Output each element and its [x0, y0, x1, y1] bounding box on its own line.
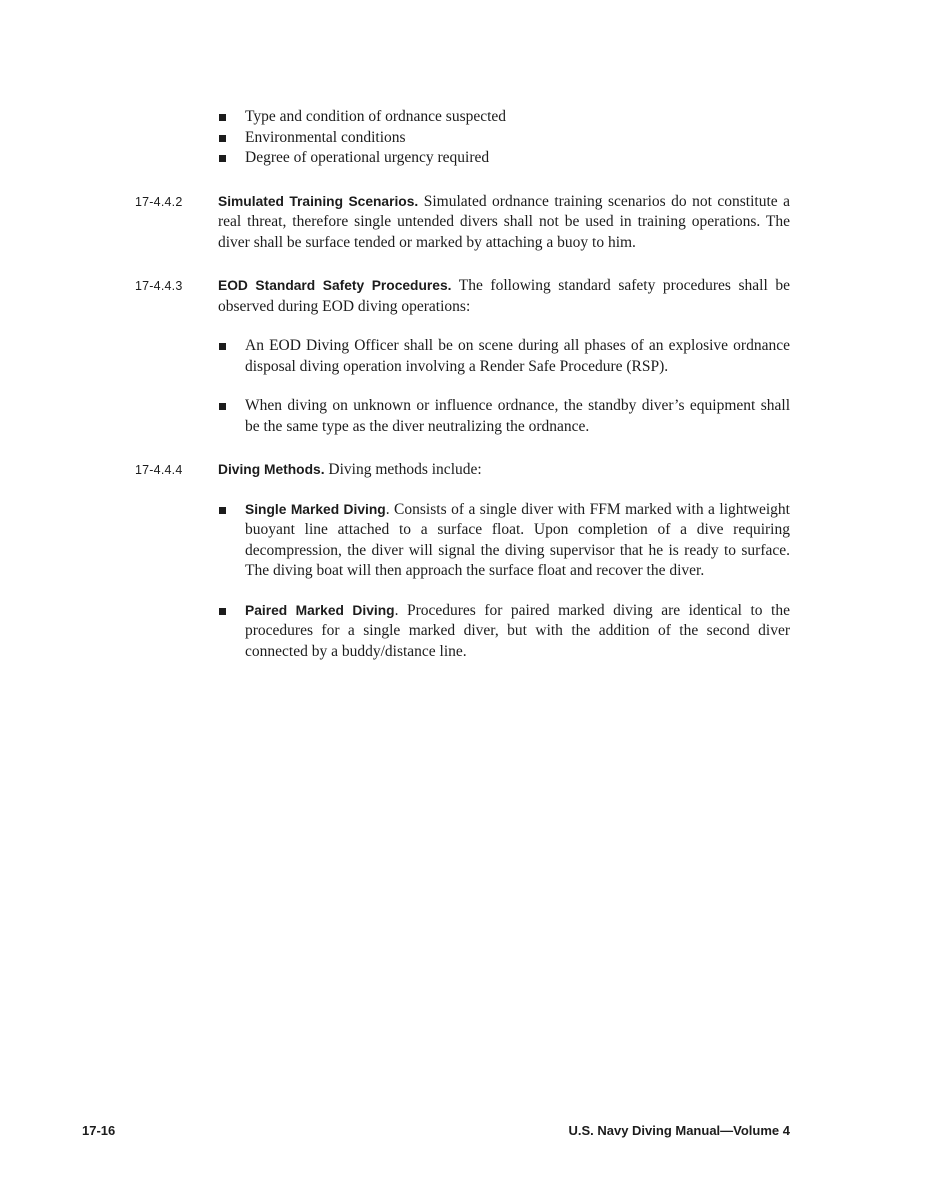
list-item-text: An EOD Diving Officer shall be on scene during all phases of an explosive ordnance disposal diving operation involving a Render Safe Procedure (RSP). — [245, 337, 790, 375]
section-text: Diving methods include: — [328, 461, 482, 478]
list-item-lead: Single Marked Diving — [245, 501, 386, 517]
square-bullet-icon — [219, 403, 226, 410]
section-heading: Simulated Training Scenarios. — [218, 193, 419, 209]
page-content — [135, 107, 790, 662]
square-bullet-icon — [219, 608, 226, 615]
square-bullet-icon — [219, 135, 226, 142]
page-footer — [0, 1123, 926, 1143]
list-item — [218, 336, 790, 377]
list-item-text: Degree of operational urgency required — [245, 149, 490, 166]
list-item-text: Environmental conditions — [245, 128, 406, 146]
list-item — [218, 107, 790, 128]
section-17-4-4-3 — [135, 276, 790, 437]
section-17-4-4-4 — [135, 460, 790, 662]
page-number: 17-16 — [82, 1123, 116, 1138]
list-item-text: Type and condition of ordnance suspected — [245, 108, 507, 125]
manual-title: U.S. Navy Diving Manual—Volume 4 — [568, 1123, 790, 1138]
section-paragraph — [218, 460, 790, 481]
section-heading: Diving Methods. — [218, 462, 325, 477]
list-item-lead: Paired Marked Diving — [245, 602, 395, 618]
section-body — [218, 192, 790, 254]
list-item — [218, 601, 790, 663]
section-number: 17-4.4.2 — [135, 194, 183, 209]
list-item — [218, 128, 790, 149]
list-item — [218, 148, 790, 169]
section-text: The following standard safety procedures shall be observed during EOD diving operations: — [218, 277, 790, 315]
section-heading: EOD Standard Safety Procedures. — [218, 278, 452, 293]
section-body — [218, 276, 790, 437]
section-paragraph — [218, 276, 790, 317]
section-17-4-4-2 — [135, 192, 790, 254]
section-text: Simulated ordnance training scenarios do not constitute a real threat, therefore single untended divers shall not be used in training operations. The diver shall be surface tended or marked by attaching a buoy to him. — [218, 192, 791, 251]
square-bullet-icon — [219, 155, 226, 162]
list-item-text: . Consists of a single diver with FFM marked with a lightweight buoyant line attached to a surface float. Upon completion of a dive requiring decompression, the diver will signal the diving supervisor that he is ready to surface. The diving boat will then approach the surface float and recover the diver. — [245, 500, 790, 579]
list-item-text: When diving on unknown or influence ordnance, the standby diver’s equipment shall be the same type as the diver neutralizing the ordnance. — [245, 397, 790, 435]
square-bullet-icon — [219, 343, 226, 350]
section-body — [218, 460, 790, 662]
list-item — [218, 500, 790, 582]
intro-bullet-list — [218, 107, 790, 169]
list-item — [218, 396, 790, 437]
square-bullet-icon — [219, 507, 226, 514]
section-number: 17-4.4.4 — [135, 463, 183, 477]
section-number: 17-4.4.3 — [135, 279, 183, 293]
list-item-text: . Procedures for paired marked diving are identical to the procedures for a single marked diver, but with the addition of the second diver connected by a buddy/distance line. — [245, 601, 790, 660]
square-bullet-icon — [219, 114, 226, 121]
